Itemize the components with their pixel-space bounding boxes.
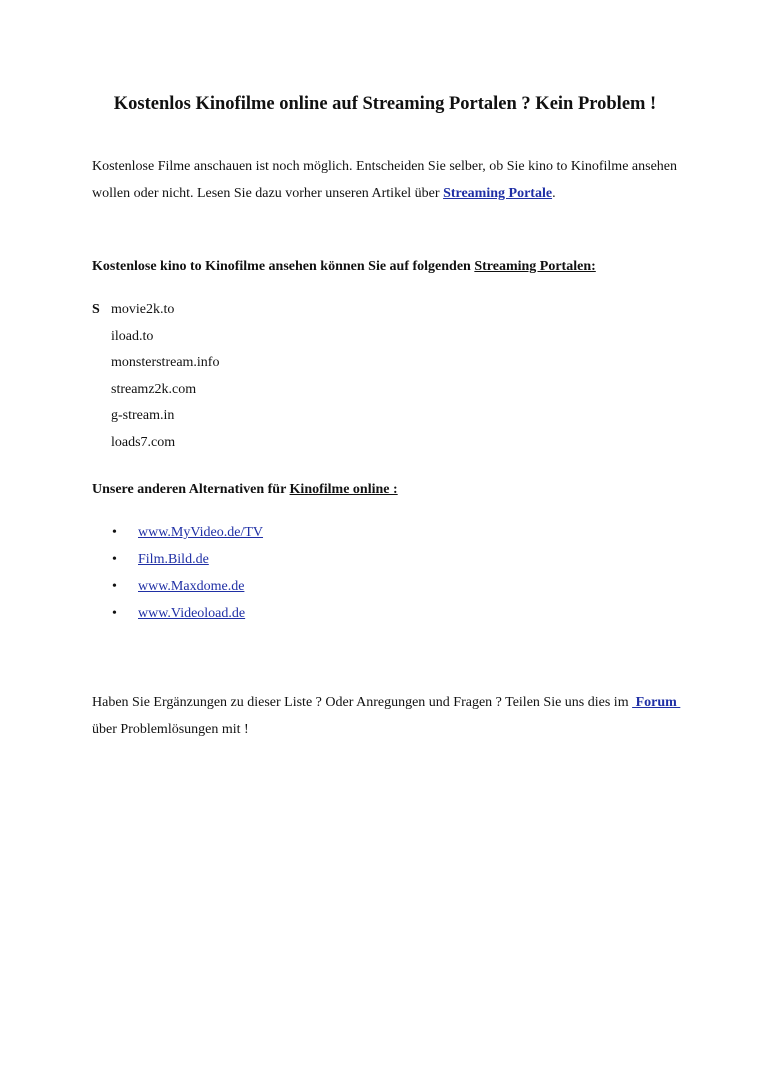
portal-list: [92, 297, 219, 457]
kinofilme-online-link[interactable]: Kinofilme online :: [289, 482, 398, 497]
intro-text-end: .: [552, 186, 556, 201]
list-item: [92, 297, 219, 324]
list-item: [112, 546, 263, 573]
alternative-link[interactable]: www.Videoload.de: [138, 606, 246, 621]
portals-heading-text: Kostenlose kino to Kinofilme ansehen können Sie auf folgenden: [92, 259, 475, 274]
alternative-link[interactable]: www.MyVideo.de/TV: [138, 525, 264, 540]
portal-name: movie2k.to: [111, 302, 175, 317]
forum-link[interactable]: Forum: [632, 695, 681, 710]
alternative-link[interactable]: Film.Bild.de: [138, 552, 209, 567]
list-item: [112, 573, 263, 600]
list-item: [92, 403, 219, 430]
list-item: [92, 377, 219, 404]
portal-name: monsterstream.info: [111, 355, 220, 371]
list-item: [92, 430, 219, 457]
bullet-icon: •: [112, 525, 117, 540]
alternative-link[interactable]: www.Maxdome.de: [138, 579, 245, 594]
bullet-icon: •: [112, 579, 117, 594]
list-item: [92, 350, 219, 377]
streaming-portalen-link[interactable]: Streaming Portalen:: [474, 259, 596, 274]
list-marker: S: [92, 302, 100, 317]
intro-text: Kostenlose Filme anschauen ist noch möglich. Entscheiden Sie selber, ob Sie kino to Kinofilme ansehen wollen oder nicht. Lesen Sie dazu vorher unseren Artikel über: [92, 159, 677, 201]
outro-paragraph: [92, 689, 692, 743]
alternatives-heading: [92, 480, 398, 500]
streaming-portale-link[interactable]: Streaming Portale: [443, 186, 553, 201]
intro-paragraph: [92, 153, 692, 207]
portal-name: g-stream.in: [111, 408, 175, 424]
bullet-icon: •: [112, 606, 117, 621]
portal-name: iload.to: [111, 328, 154, 344]
portal-name: loads7.com: [111, 434, 176, 450]
outro-text-end: über Problemlösungen mit !: [92, 722, 249, 737]
alternatives-heading-text: Unsere anderen Alternativen für: [92, 482, 290, 497]
list-item: [92, 324, 219, 351]
page-title: Kostenlos Kinofilme online auf Streaming Portalen ? Kein Problem !: [113, 94, 657, 114]
bullet-icon: •: [112, 552, 117, 567]
outro-text: Haben Sie Ergänzungen zu dieser Liste ? Oder Anregungen und Fragen ? Teilen Sie uns dies im: [92, 695, 633, 710]
list-item: [112, 600, 263, 627]
list-item: [112, 519, 263, 546]
portals-heading: [92, 257, 596, 277]
alternatives-list: [112, 519, 263, 627]
portal-name: streamz2k.com: [111, 381, 197, 397]
